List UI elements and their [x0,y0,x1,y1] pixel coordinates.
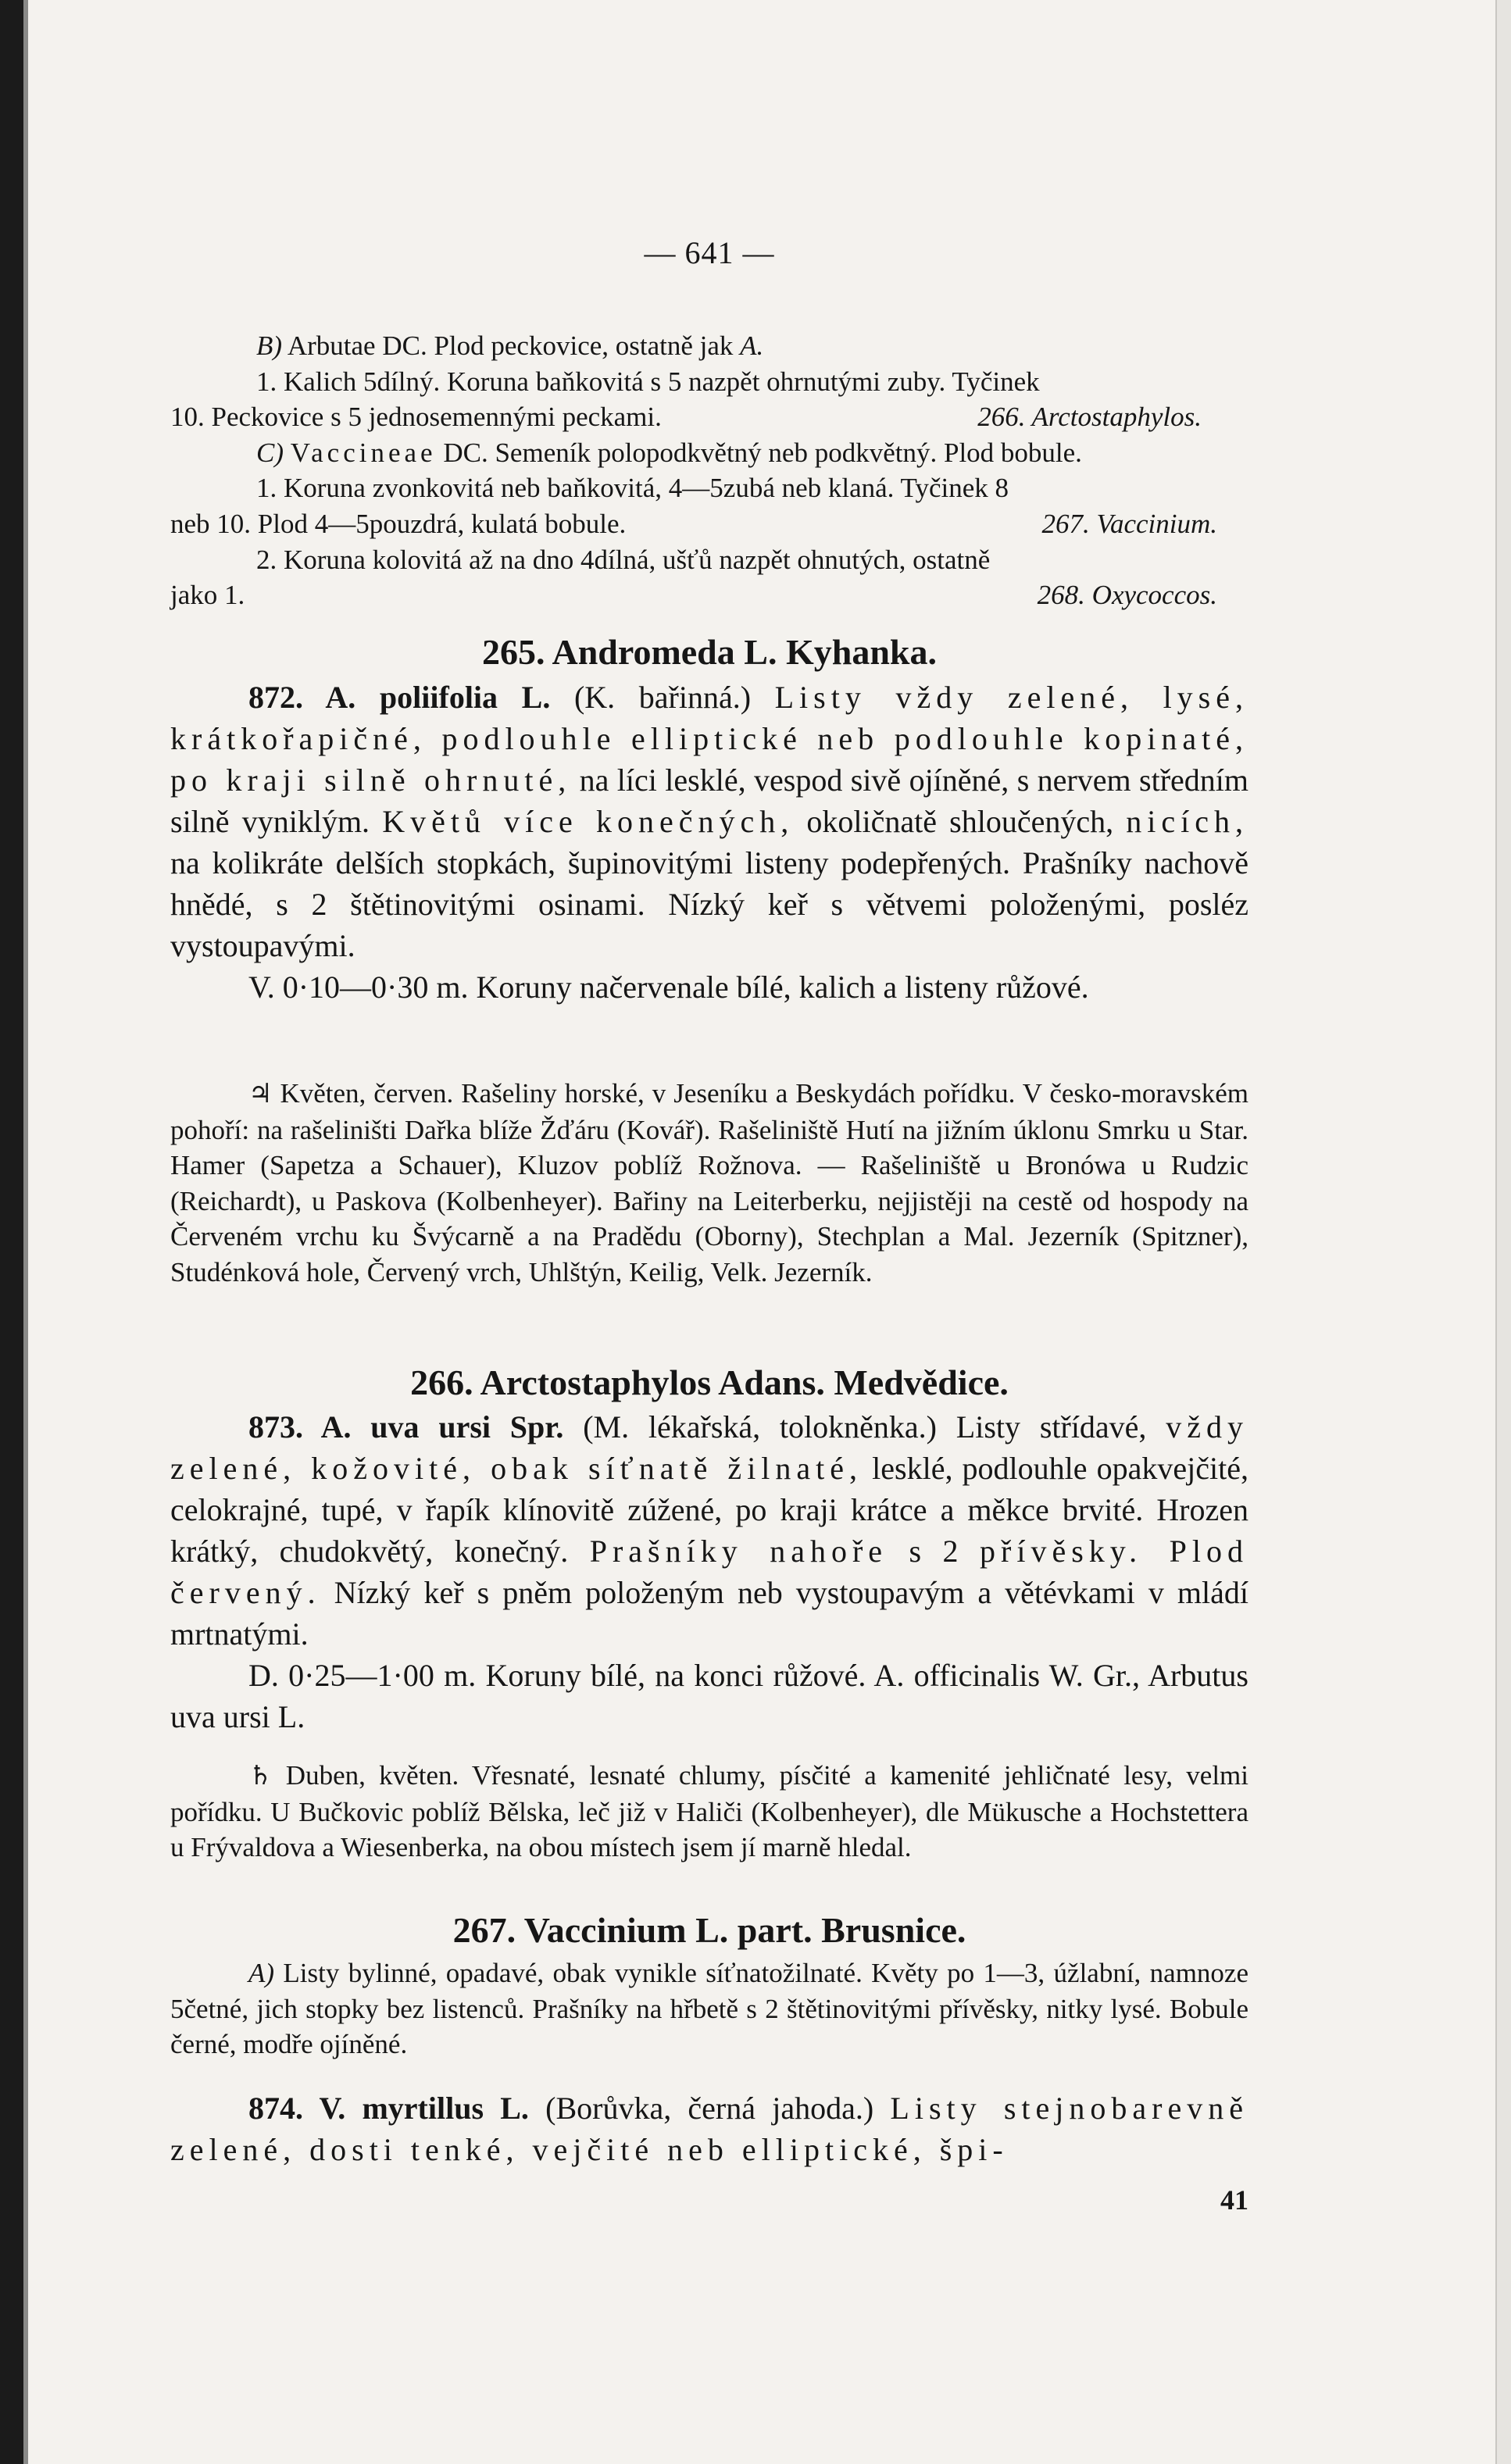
species-872 [170,677,1248,1008]
key-section-b [170,328,1248,364]
species-873-description [170,1406,1248,1655]
scan-left-border [0,0,23,2464]
species-873-common-name: (M. lékařská, tolokněnka.) Listy střídavé, [563,1409,1166,1444]
genus-key [170,328,1248,613]
species-874-number: 874. V. [248,2091,346,2126]
perennial-symbol-icon: ♃ [248,1078,273,1109]
genus-heading-266: 266. Arctostaphylos Adans. Medvědice. [410,1362,1009,1402]
species-873 [170,1406,1248,1737]
key-c2-line2 [170,577,1248,613]
species-872-measurements: V. 0·10—0·30 m. Koruny načervenale bílé, kalich a listeny růžové. [248,970,1089,1005]
key-b1-line2 [170,399,1248,435]
species-872-diagnostic-2: Květů více konečných, [382,804,795,839]
key-c1-line2 [170,506,1248,542]
species-873-measurements: D. 0·25—1·00 m. Koruny bílé, na konci růžové. A. officinalis W. Gr., Arbutus uva ursi L. [170,1658,1248,1734]
species-873-localities: Duben, květen. Vřesnaté, lesnaté chlumy, písčité a kamenité jehličnaté lesy, velmi pořídku. U Bučkovic poblíž Bělska, leč již v Haliči (Kolbenheyer), dle Mükusche a Hochstettera u Frývaldova a Wiesenberka, na obou místech jsem jí marně hledal. [170,1760,1248,1863]
species-874-name: myrtillus L. [345,2091,529,2126]
vaccinium-section-description: Listy bylinné, opadavé, obak vynikle síťnatožilnaté. Květy po 1—3, úžlabní, namnoze 5četné, jich stopky bez listenců. Prašníky na hřbetě s 2 štětinovitými přívěsky, nitky lysé. Bobule černé, modře ojíněné. [170,1958,1248,2060]
species-872-name: poliifolia L. [355,680,551,715]
species-872-diagnostic-3: nicích, [1126,804,1249,839]
key-c1-genus: 267. Vaccinium. [1041,508,1217,539]
key-b-ref: A. [740,330,764,361]
species-872-number: 872. A. [248,680,356,715]
key-c2-text: jako 1. [170,580,245,611]
key-c1-text: neb 10. Plod 4—5pouzdrá, kulatá bobule. [170,508,627,539]
key-b1-line1: 1. Kalich 5dílný. Koruna baňkovitá s 5 nazpět ohrnutými zuby. Tyčinek [256,366,1040,397]
species-873-diagnostic-3: přívěsky. Plod červený. [170,1534,1248,1610]
species-873-diagnostic-2: Prašníky nahoře [589,1534,888,1569]
key-b1-text: 10. Peckovice s 5 jednosemennými peckami. [170,402,662,433]
vaccinium-section-a [170,1955,1248,2062]
page-number: — 641 — [644,235,775,270]
species-873-diagnostic-1: vždy zelené, kožovité, obak síťnatě žilnaté, [170,1409,1248,1486]
vaccinium-section-a-text [170,1955,1248,2062]
key-b1-genus: 266. Arctostaphylos. [977,402,1202,433]
key-c-letter: C) [256,437,284,468]
species-874-description [170,2087,1248,2170]
shrub-symbol-icon: ♄ [248,1760,273,1791]
scan-right-edge [1495,0,1511,2464]
species-872-localities: Květen, červen. Rašeliny horské, v Jeseníku a Beskydách pořídku. V česko-moravském pohoří: na rašeliništi Dařka blíže Žďáru (Kovář). Rašeliniště Hutí na jižním úklonu Smrku u Star. Hamer (Sapetza a Schauer), Kluzov poblíž Rožnova. — Rašeliniště u Bronówa u Rudzic (Reichardt), u Paskova (Kolbenheyer). Bařiny na Leiterberku, nejjistěji na cestě od hospody na Červeném vrchu ku Švýcarně a na Pradědu (Oborny), Stechplan a Mal. Jezerník (Spitzner), Studénková hole, Červený vrch, Uhlštýn, Keilig, Velk. Jezerník. [170,1078,1248,1287]
genus-heading-265: 265. Andromeda L. Kyhanka. [482,632,937,672]
key-c2-genus: 268. Oxycoccos. [1037,580,1217,611]
species-872-diagnostic-1: Listy vždy zelené, lysé, krátkořapičné, podlouhle elliptické neb podlouhle kopinaté, po kraji silně ohrnuté, [170,680,1248,798]
species-872-description [170,677,1248,966]
genus-heading-267: 267. Vaccinium L. part. Brusnice. [452,1910,966,1950]
species-872-text-2: okoličnatě shloučených, [794,804,1127,839]
key-b-letter: B) [256,330,283,361]
species-874-common-name: (Borůvka, černá jahoda.) [528,2091,891,2126]
species-874 [170,2087,1248,2170]
vaccinium-section-letter: A) [248,1958,275,1988]
key-c2-line1: 2. Koruna kolovitá až na dno 4dílná, ušťů nazpět ohnutých, ostatně [256,544,991,575]
species-874-diagnostic-1: Listy stejnobarevně zelené, dosti tenké, vejčité neb elliptické, špi- [170,2091,1248,2167]
species-872-common-name: (K. bařinná.) [550,680,775,715]
species-873-distribution [170,1758,1248,1866]
species-873-text-2: s 2 [888,1534,981,1569]
scan-left-shadow [23,0,28,2464]
species-872-text-1: na líci lesklé, vespod sivě ojíněné, s nervem středním silně vyniklým. [170,762,1248,839]
key-c1-line1: 1. Koruna zvonkovitá neb baňkovitá, 4—5zubá neb klaná. Tyčinek 8 [256,473,1009,504]
species-873-number: 873. A. [248,1409,352,1444]
key-section-c [170,435,1248,471]
key-c-name: Vaccineae [290,437,437,468]
species-873-name: uva ursi Spr. [351,1409,564,1444]
species-872-text-3: na kolikráte delších stopkách, šupinovitými listeny podepřených. Prašníky nachově hnědé, s 2 štětinovitými osinami. Nízký keř s větvemi položenými, posléz vystoupavými. [170,845,1248,963]
species-872-distribution [170,1076,1248,1291]
key-c-text: DC. Semeník polopodkvětný neb podkvětný. Plod bobule. [436,437,1082,468]
species-872-distribution-text [170,1076,1248,1291]
species-873-text-3: Nízký keř s pněm položeným neb vystoupavým a větévkami v mládí mrtnatými. [170,1575,1248,1652]
key-b-text: Arbutae DC. Plod peckovice, ostatně jak [282,330,741,361]
signature-number: 41 [1220,2184,1248,2216]
species-873-distribution-text [170,1758,1248,1866]
species-873-text-1: lesklé, podlouhle opakvejčité, celokrajné, tupé, v řapík klínovitě zúžené, po kraji krátce a měkce brvité. Hrozen krátký, chudokvětý, konečný. [170,1451,1249,1569]
